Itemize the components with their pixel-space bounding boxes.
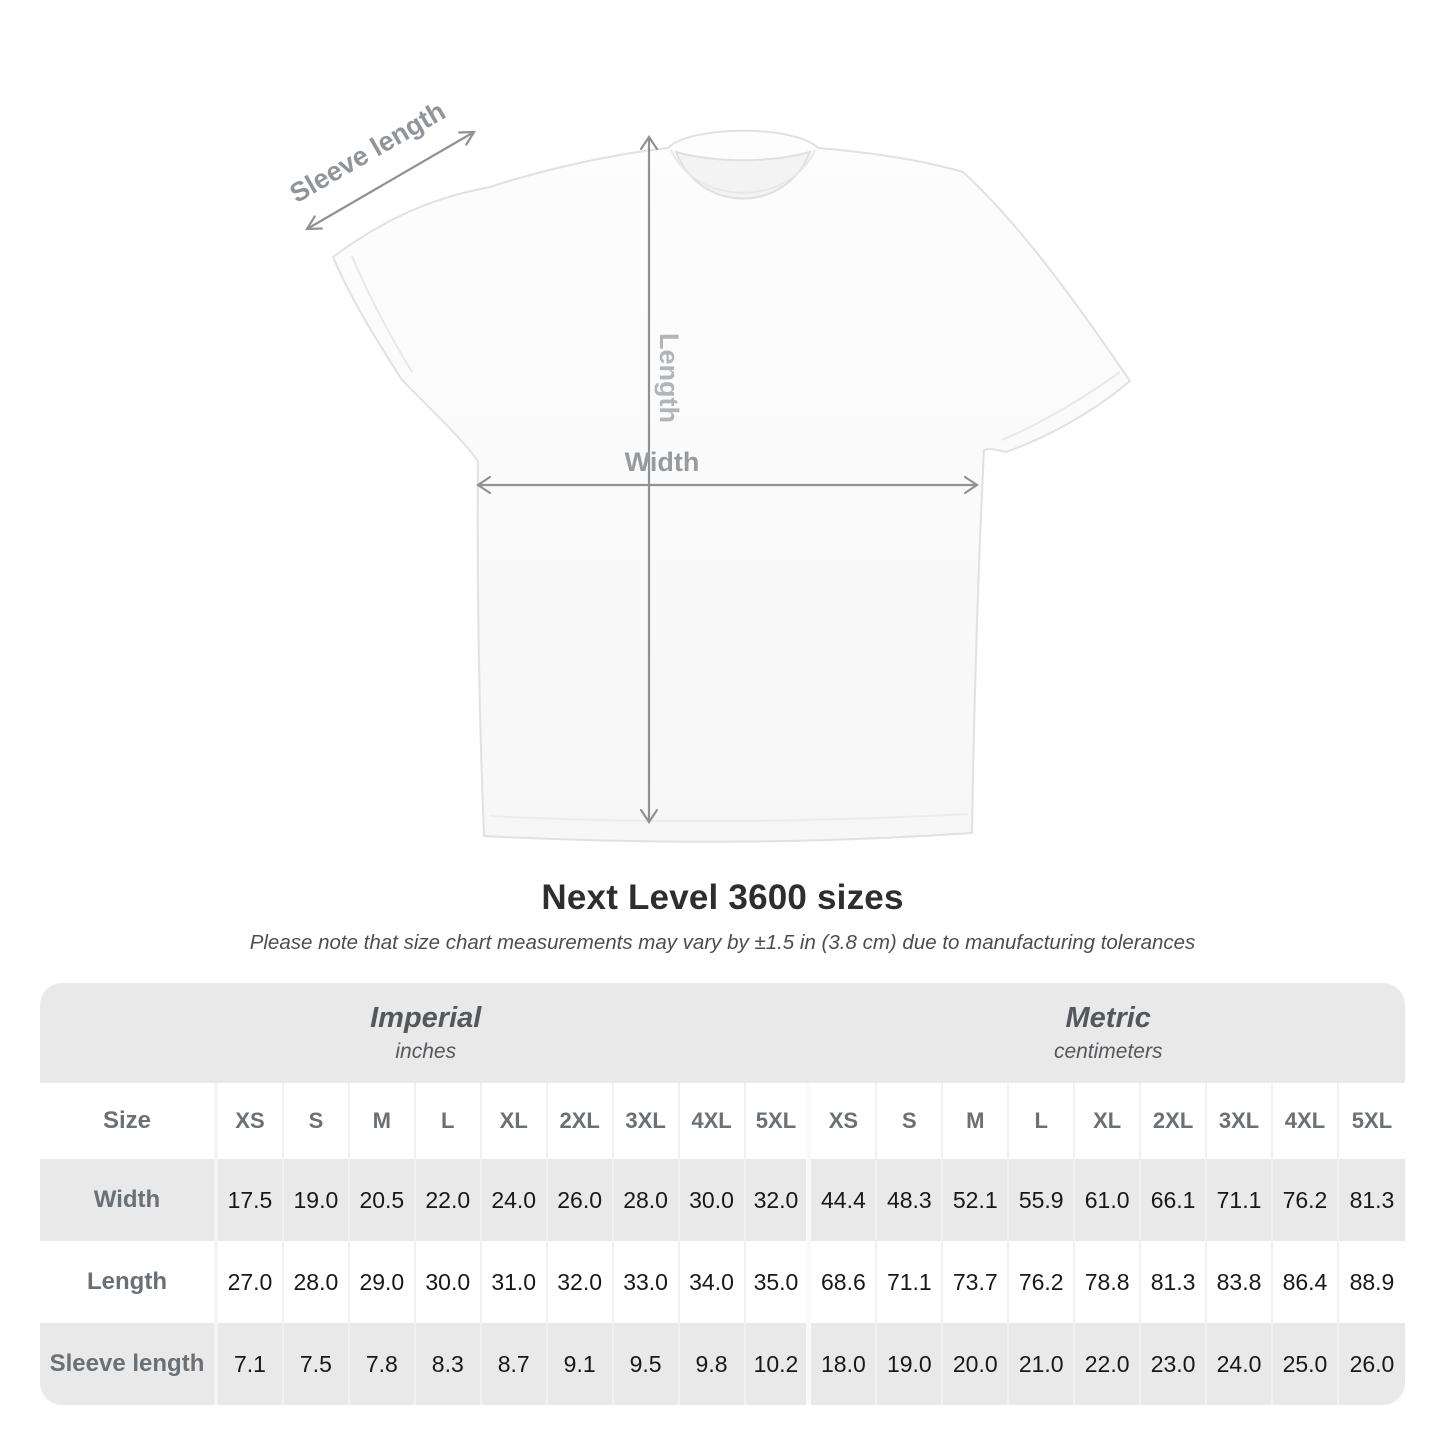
value-cell: 35.0 [746,1241,812,1323]
value-cell: 30.0 [680,1159,746,1241]
value-cell: 61.0 [1075,1159,1141,1241]
tolerance-note: Please note that size chart measurements may vary by ±1.5 in (3.8 cm) due to manufacturing tolerances [249,931,1196,954]
size-col-header: XL [482,1083,548,1159]
size-col-header: S [877,1083,943,1159]
metric-sublabel: centimeters [1053,1040,1163,1063]
size-col-header: 3XL [614,1083,680,1159]
value-cell: 7.1 [218,1323,284,1405]
value-cell: 19.0 [877,1323,943,1405]
value-cell: 28.0 [284,1241,350,1323]
metric-label: Metric [1065,1002,1151,1034]
size-col-header: 4XL [680,1083,746,1159]
value-cell: 10.2 [746,1323,812,1405]
size-col-header: 2XL [548,1083,614,1159]
value-cell: 18.0 [811,1323,877,1405]
imperial-sublabel: inches [395,1040,457,1063]
measurement-row [40,1159,1405,1241]
value-cell: 33.0 [614,1241,680,1323]
value-cell: 76.2 [1009,1241,1075,1323]
value-cell: 76.2 [1273,1159,1339,1241]
value-cell: 22.0 [416,1159,482,1241]
value-cell: 28.0 [614,1159,680,1241]
row-label: Width [40,1159,218,1241]
value-cell: 81.3 [1339,1159,1405,1241]
value-cell: 55.9 [1009,1159,1075,1241]
value-cell: 29.0 [350,1241,416,1323]
value-cell: 19.0 [284,1159,350,1241]
value-cell: 81.3 [1141,1241,1207,1323]
size-col-header: 5XL [746,1083,812,1159]
value-cell: 8.3 [416,1323,482,1405]
size-chart-table [40,983,1405,1405]
value-cell: 26.0 [548,1159,614,1241]
value-cell: 88.9 [1339,1241,1405,1323]
size-col-header: 3XL [1207,1083,1273,1159]
value-cell: 20.5 [350,1159,416,1241]
size-col-header: XS [218,1083,284,1159]
size-col-header: 2XL [1141,1083,1207,1159]
page-title: Next Level 3600 sizes [541,878,904,917]
value-cell: 31.0 [482,1241,548,1323]
value-cell: 32.0 [746,1159,812,1241]
size-col-header: XL [1075,1083,1141,1159]
value-cell: 20.0 [943,1323,1009,1405]
size-col-header: S [284,1083,350,1159]
value-cell: 7.8 [350,1323,416,1405]
value-cell: 23.0 [1141,1323,1207,1405]
value-cell: 30.0 [416,1241,482,1323]
value-cell: 71.1 [1207,1159,1273,1241]
value-cell: 7.5 [284,1323,350,1405]
value-cell: 17.5 [218,1159,284,1241]
value-cell: 83.8 [1207,1241,1273,1323]
value-cell: 32.0 [548,1241,614,1323]
value-cell: 22.0 [1075,1323,1141,1405]
value-cell: 24.0 [482,1159,548,1241]
sleeve-length-label: Sleeve length [284,95,451,209]
value-cell: 25.0 [1273,1323,1339,1405]
measurement-row [40,1241,1405,1323]
value-cell: 73.7 [943,1241,1009,1323]
size-column-header: Size [40,1083,218,1159]
value-cell: 71.1 [877,1241,943,1323]
value-cell: 78.8 [1075,1241,1141,1323]
size-col-header: L [416,1083,482,1159]
unit-band-row [40,983,1405,1083]
value-cell: 21.0 [1009,1323,1075,1405]
length-label: Length [653,333,684,423]
value-cell: 9.1 [548,1323,614,1405]
value-cell: 86.4 [1273,1241,1339,1323]
value-cell: 44.4 [811,1159,877,1241]
metric-header [811,983,1405,1083]
value-cell: 68.6 [811,1241,877,1323]
value-cell: 9.5 [614,1323,680,1405]
size-header-row [40,1083,1405,1159]
size-chart [40,983,1405,1405]
value-cell: 52.1 [943,1159,1009,1241]
imperial-label: Imperial [370,1002,482,1034]
measurement-row [40,1323,1405,1405]
size-col-header: L [1009,1083,1075,1159]
tshirt-graphic [333,131,1130,842]
width-label: Width [624,447,700,477]
value-cell: 24.0 [1207,1323,1273,1405]
value-cell: 8.7 [482,1323,548,1405]
value-cell: 66.1 [1141,1159,1207,1241]
size-col-header: 4XL [1273,1083,1339,1159]
size-col-header: XS [811,1083,877,1159]
row-label: Length [40,1241,218,1323]
size-col-header: 5XL [1339,1083,1405,1159]
value-cell: 26.0 [1339,1323,1405,1405]
value-cell: 48.3 [877,1159,943,1241]
value-cell: 34.0 [680,1241,746,1323]
value-cell: 27.0 [218,1241,284,1323]
size-col-header: M [350,1083,416,1159]
size-col-header: M [943,1083,1009,1159]
row-label: Sleeve length [40,1323,218,1405]
imperial-header [40,983,811,1083]
value-cell: 9.8 [680,1323,746,1405]
